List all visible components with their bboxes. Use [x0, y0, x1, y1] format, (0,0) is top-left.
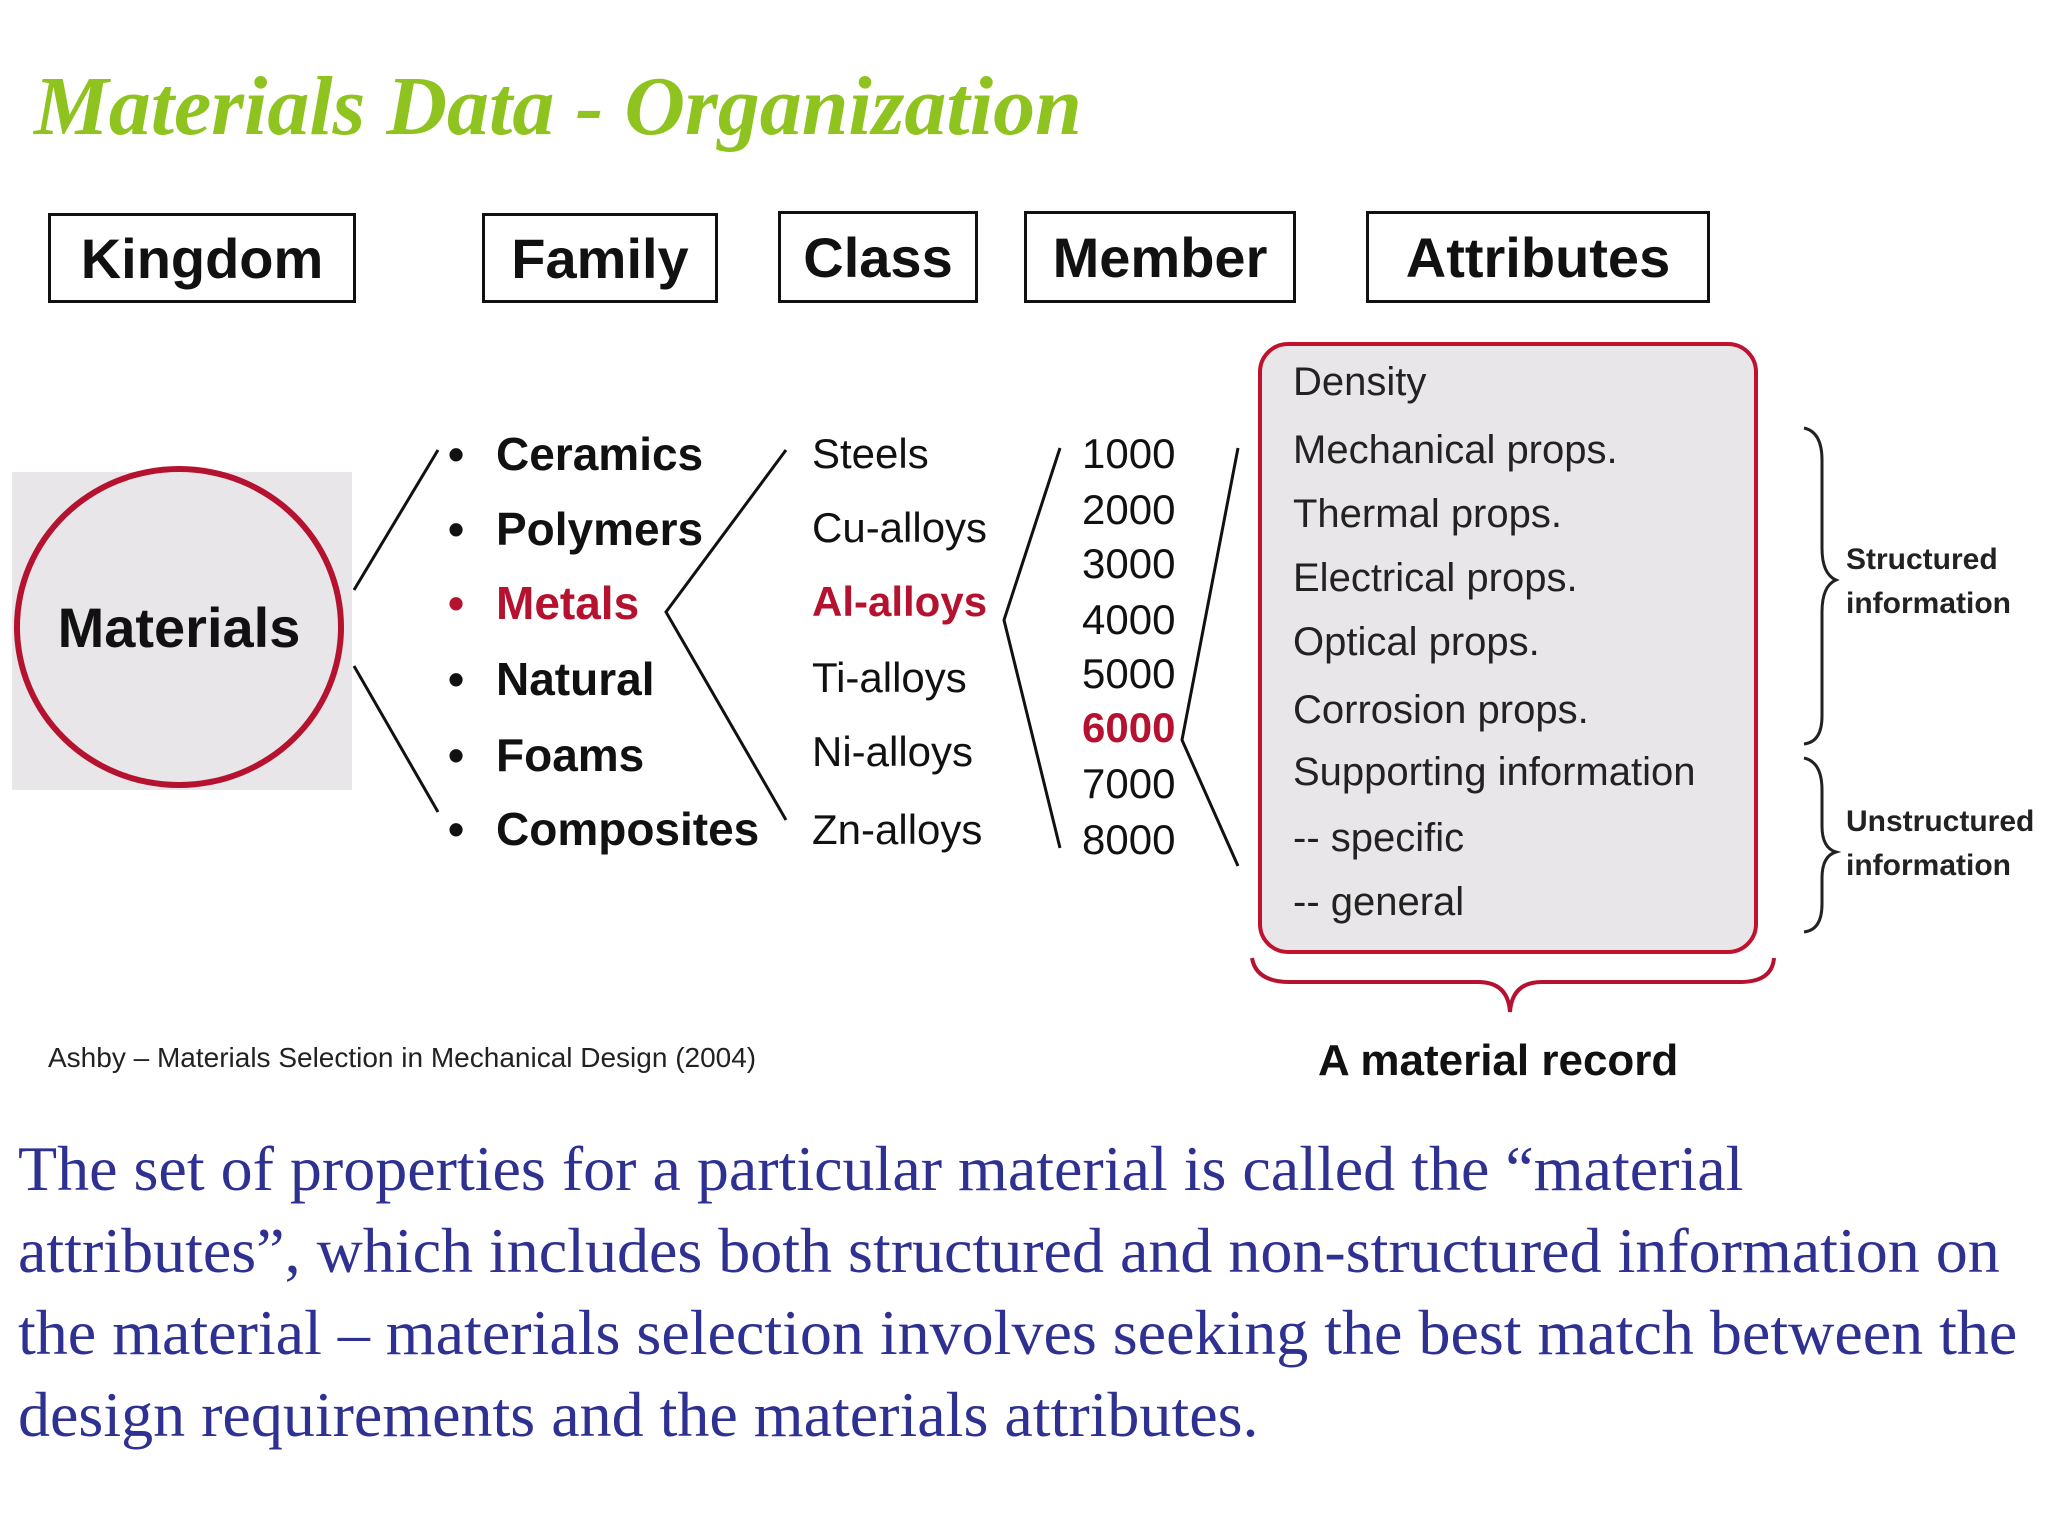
- structured-brace: [1804, 428, 1836, 744]
- source-citation: Ashby – Materials Selection in Mechanical Design (2004): [48, 1042, 757, 1073]
- header-attributes: Attributes: [1366, 211, 1710, 303]
- class-cu-alloys: Cu-alloys: [812, 504, 988, 551]
- attribute-general: -- general: [1293, 880, 1465, 924]
- attribute-electrical: Electrical props.: [1293, 556, 1578, 600]
- record-label: A material record: [1318, 1036, 1679, 1085]
- member-7000: 7000: [1082, 760, 1176, 807]
- family-polymers: • Polymers: [448, 503, 704, 555]
- line-6000-attributes: [1182, 448, 1238, 866]
- header-kingdom: Kingdom: [48, 213, 356, 303]
- line-kingdom-bottom: [354, 666, 438, 812]
- family-metals: • Metals: [448, 577, 640, 629]
- attribute-density: Density: [1293, 360, 1427, 404]
- kingdom-materials: Materials: [57, 595, 301, 659]
- header-family: Family: [482, 213, 718, 303]
- member-2000: 2000: [1082, 486, 1176, 533]
- family-composites: • Composites: [448, 803, 760, 855]
- record-brace: [1252, 958, 1774, 1012]
- line-kingdom-top: [354, 450, 438, 590]
- line-alalloys-members: [1004, 448, 1060, 848]
- member-3000: 3000: [1082, 540, 1176, 587]
- header-member: Member: [1024, 211, 1296, 303]
- family-foams: • Foams: [448, 729, 645, 781]
- class-ti-alloys: Ti-alloys: [812, 654, 967, 701]
- description-text: The set of properties for a particular material is called the “material attributes”, which includes both structured and non-structured information on the material – materials selection involves seeking the best match between the design requirements and the materials attributes.: [18, 1133, 2018, 1450]
- attribute-mechanical: Mechanical props.: [1293, 428, 1618, 472]
- class-steels: Steels: [812, 430, 929, 477]
- attribute-specific: -- specific: [1293, 816, 1465, 860]
- class-ni-alloys: Ni-alloys: [812, 728, 974, 775]
- member-8000: 8000: [1082, 816, 1176, 863]
- member-4000: 4000: [1082, 596, 1176, 643]
- structured-label: Structured information: [1846, 543, 2011, 620]
- attribute-optical: Optical props.: [1293, 620, 1540, 664]
- attribute-supporting: Supporting information: [1293, 750, 1696, 794]
- attribute-thermal: Thermal props.: [1293, 492, 1562, 536]
- header-class: Class: [778, 211, 978, 303]
- class-zn-alloys: Zn-alloys: [812, 806, 983, 853]
- member-6000: 6000: [1082, 704, 1176, 751]
- attribute-corrosion: Corrosion props.: [1293, 688, 1589, 732]
- member-1000: 1000: [1082, 430, 1176, 477]
- slide-title: Materials Data - Organization: [34, 60, 1082, 153]
- class-al-alloys: Al-alloys: [812, 578, 988, 625]
- family-ceramics: • Ceramics: [448, 428, 704, 480]
- unstructured-brace: [1804, 758, 1836, 932]
- member-5000: 5000: [1082, 650, 1176, 697]
- family-natural: • Natural: [448, 653, 655, 705]
- unstructured-label: Unstructured information: [1846, 805, 2035, 882]
